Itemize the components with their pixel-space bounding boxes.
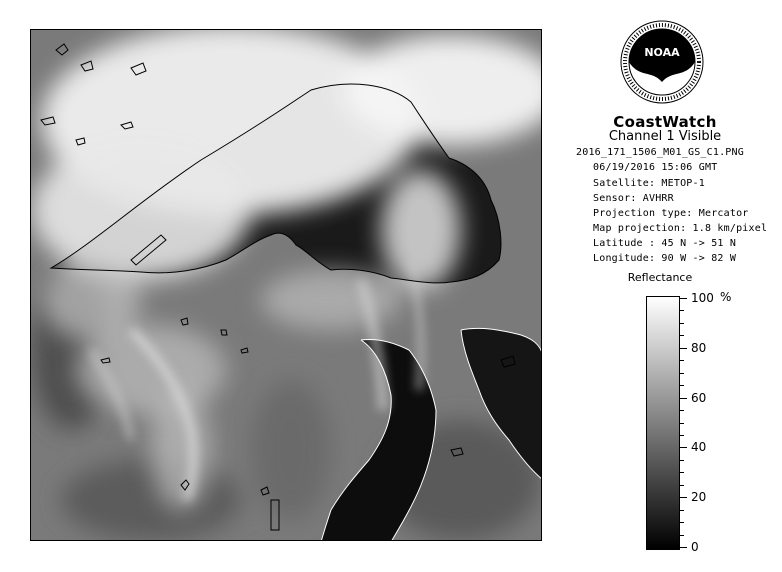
colorbar-tick-label: 40 — [691, 440, 707, 454]
colorbar-minor-tick — [680, 335, 684, 336]
colorbar-major-tick — [680, 348, 687, 349]
acquisition-datetime: 06/19/2016 15:06 GMT — [593, 162, 718, 173]
reflectance-colorbar — [646, 296, 680, 550]
colorbar-minor-tick — [680, 472, 684, 473]
satellite-map — [30, 29, 542, 541]
colorbar-minor-tick — [680, 535, 684, 536]
colorbar-minor-tick — [680, 435, 684, 436]
colorbar-minor-tick — [680, 385, 684, 386]
product-title: CoastWatch — [613, 113, 717, 131]
colorbar-minor-tick — [680, 423, 684, 424]
colorbar-minor-tick — [680, 310, 684, 311]
colorbar-tick-label: 100 — [691, 291, 714, 305]
noaa-logo — [620, 20, 704, 104]
colorbar-tick-label: 80 — [691, 341, 707, 355]
latitude-range: Latitude : 45 N -> 51 N — [593, 238, 737, 249]
colorbar-minor-tick — [680, 460, 684, 461]
colorbar-major-tick — [680, 398, 687, 399]
colorbar-tick-label: 60 — [691, 391, 707, 405]
colorbar-minor-tick — [680, 485, 684, 486]
colorbar-minor-tick — [680, 323, 684, 324]
map-projection: Map projection: 1.8 km/pixel — [593, 223, 768, 234]
legend-title: Reflectance — [627, 271, 693, 284]
colorbar-minor-tick — [680, 410, 684, 411]
file-name: 2016_171_1506_M01_GS_C1.PNG — [576, 147, 744, 158]
legend-unit: % — [720, 290, 732, 304]
colorbar-minor-tick — [680, 510, 684, 511]
projection-type: Projection type: Mercator — [593, 208, 749, 219]
map-image — [31, 30, 542, 541]
colorbar-major-tick — [680, 298, 687, 299]
colorbar-minor-tick — [680, 360, 684, 361]
longitude-range: Longitude: 90 W -> 82 W — [593, 253, 737, 264]
colorbar-major-tick — [680, 497, 687, 498]
colorbar-tick-label: 20 — [691, 490, 707, 504]
colorbar-tick-label: 0 — [691, 540, 699, 554]
colorbar-minor-tick — [680, 522, 684, 523]
channel-subtitle: Channel 1 Visible — [608, 129, 722, 144]
colorbar-minor-tick — [680, 373, 684, 374]
colorbar-major-tick — [680, 447, 687, 448]
satellite-info: Satellite: METOP-1 — [593, 178, 705, 189]
noaa-logo-text: NOAA — [644, 46, 680, 59]
sensor-info: Sensor: AVHRR — [593, 193, 674, 204]
colorbar-major-tick — [680, 547, 687, 548]
